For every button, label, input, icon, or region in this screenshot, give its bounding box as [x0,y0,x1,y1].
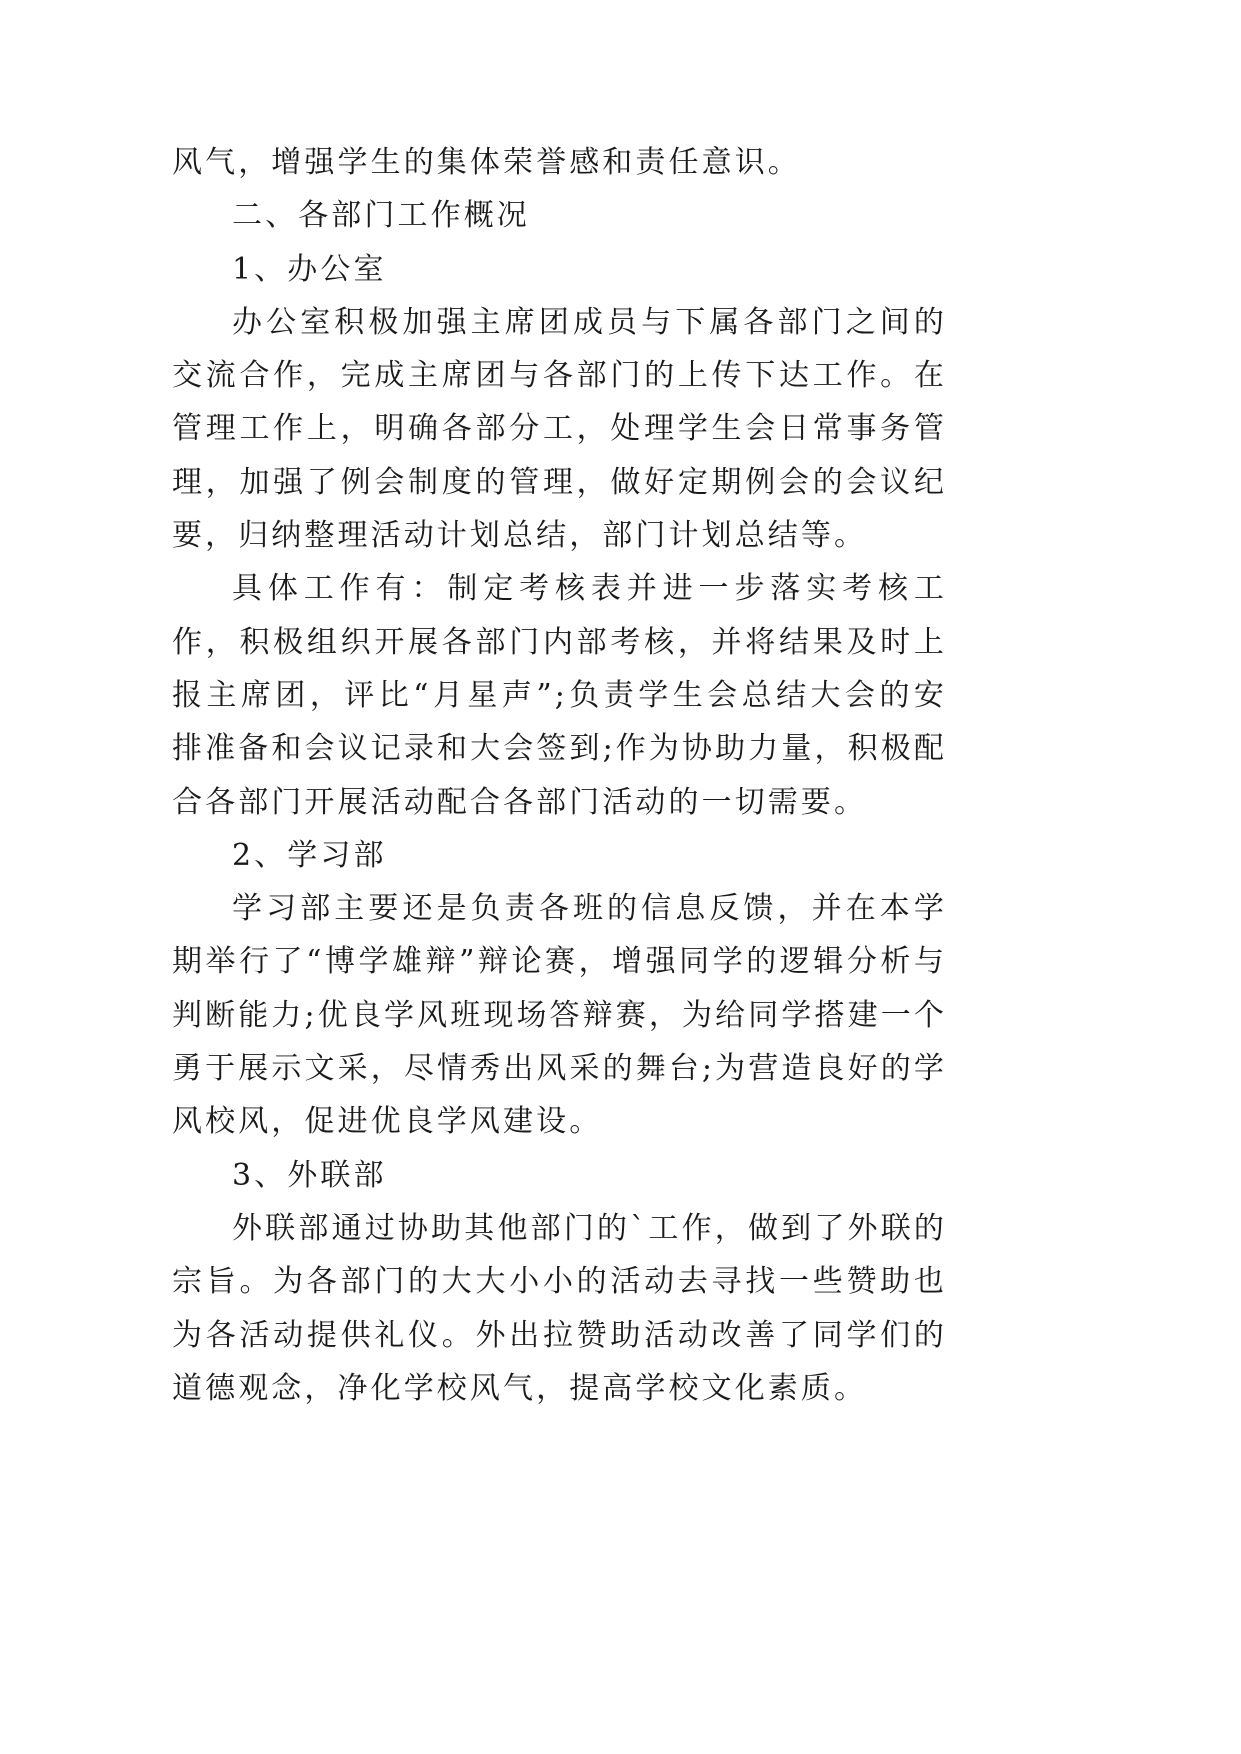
continuation-paragraph: 风气，增强学生的集体荣誉感和责任意识。 [172,145,801,180]
document-body [172,136,947,1415]
external-paragraph-1: 外联部通过协助其他部门的`工作，做到了外联的宗旨。为各部门的大大小小的活动去寻找一些赞助也为各活动提供礼仪。外出拉赞助活动改善了同学们的道德观念，净化学校风气，提高学校文化素质。 [172,1210,947,1406]
department-title-external: 3、外联部 [232,1157,387,1193]
office-paragraph-2: 具体工作有：制定考核表并进一步落实考核工作，积极组织开展各部门内部考核，并将结果及时上报主席团，评比“月星声”;负责学生会总结大会的安排准备和会议记录和大会签到;作为协助力量，积极配合各部门开展活动配合各部门活动的一切需要。 [172,571,947,820]
office-paragraph-1: 办公室积极加强主席团成员与下属各部门之间的交流合作，完成主席团与各部门的上传下达工作。在管理工作上，明确各部分工，处理学生会日常事务管理，加强了例会制度的管理，做好定期例会的会议纪要，归纳整理活动计划总结，部门计划总结等。 [172,304,947,554]
department-title-study: 2、学习部 [232,837,387,873]
department-title-office: 1、办公室 [232,251,387,287]
study-paragraph-1: 学习部主要还是负责各班的信息反馈，并在本学期举行了“博学雄辩”辩论赛，增强同学的逻辑分析与判断能力;优良学风班现场答辩赛，为给同学搭建一个勇于展示文采，尽情秀出风采的舞台;为营造良好的学风校风，促进优良学风建设。 [172,891,947,1140]
section-title: 二、各部门工作概况 [232,198,530,234]
